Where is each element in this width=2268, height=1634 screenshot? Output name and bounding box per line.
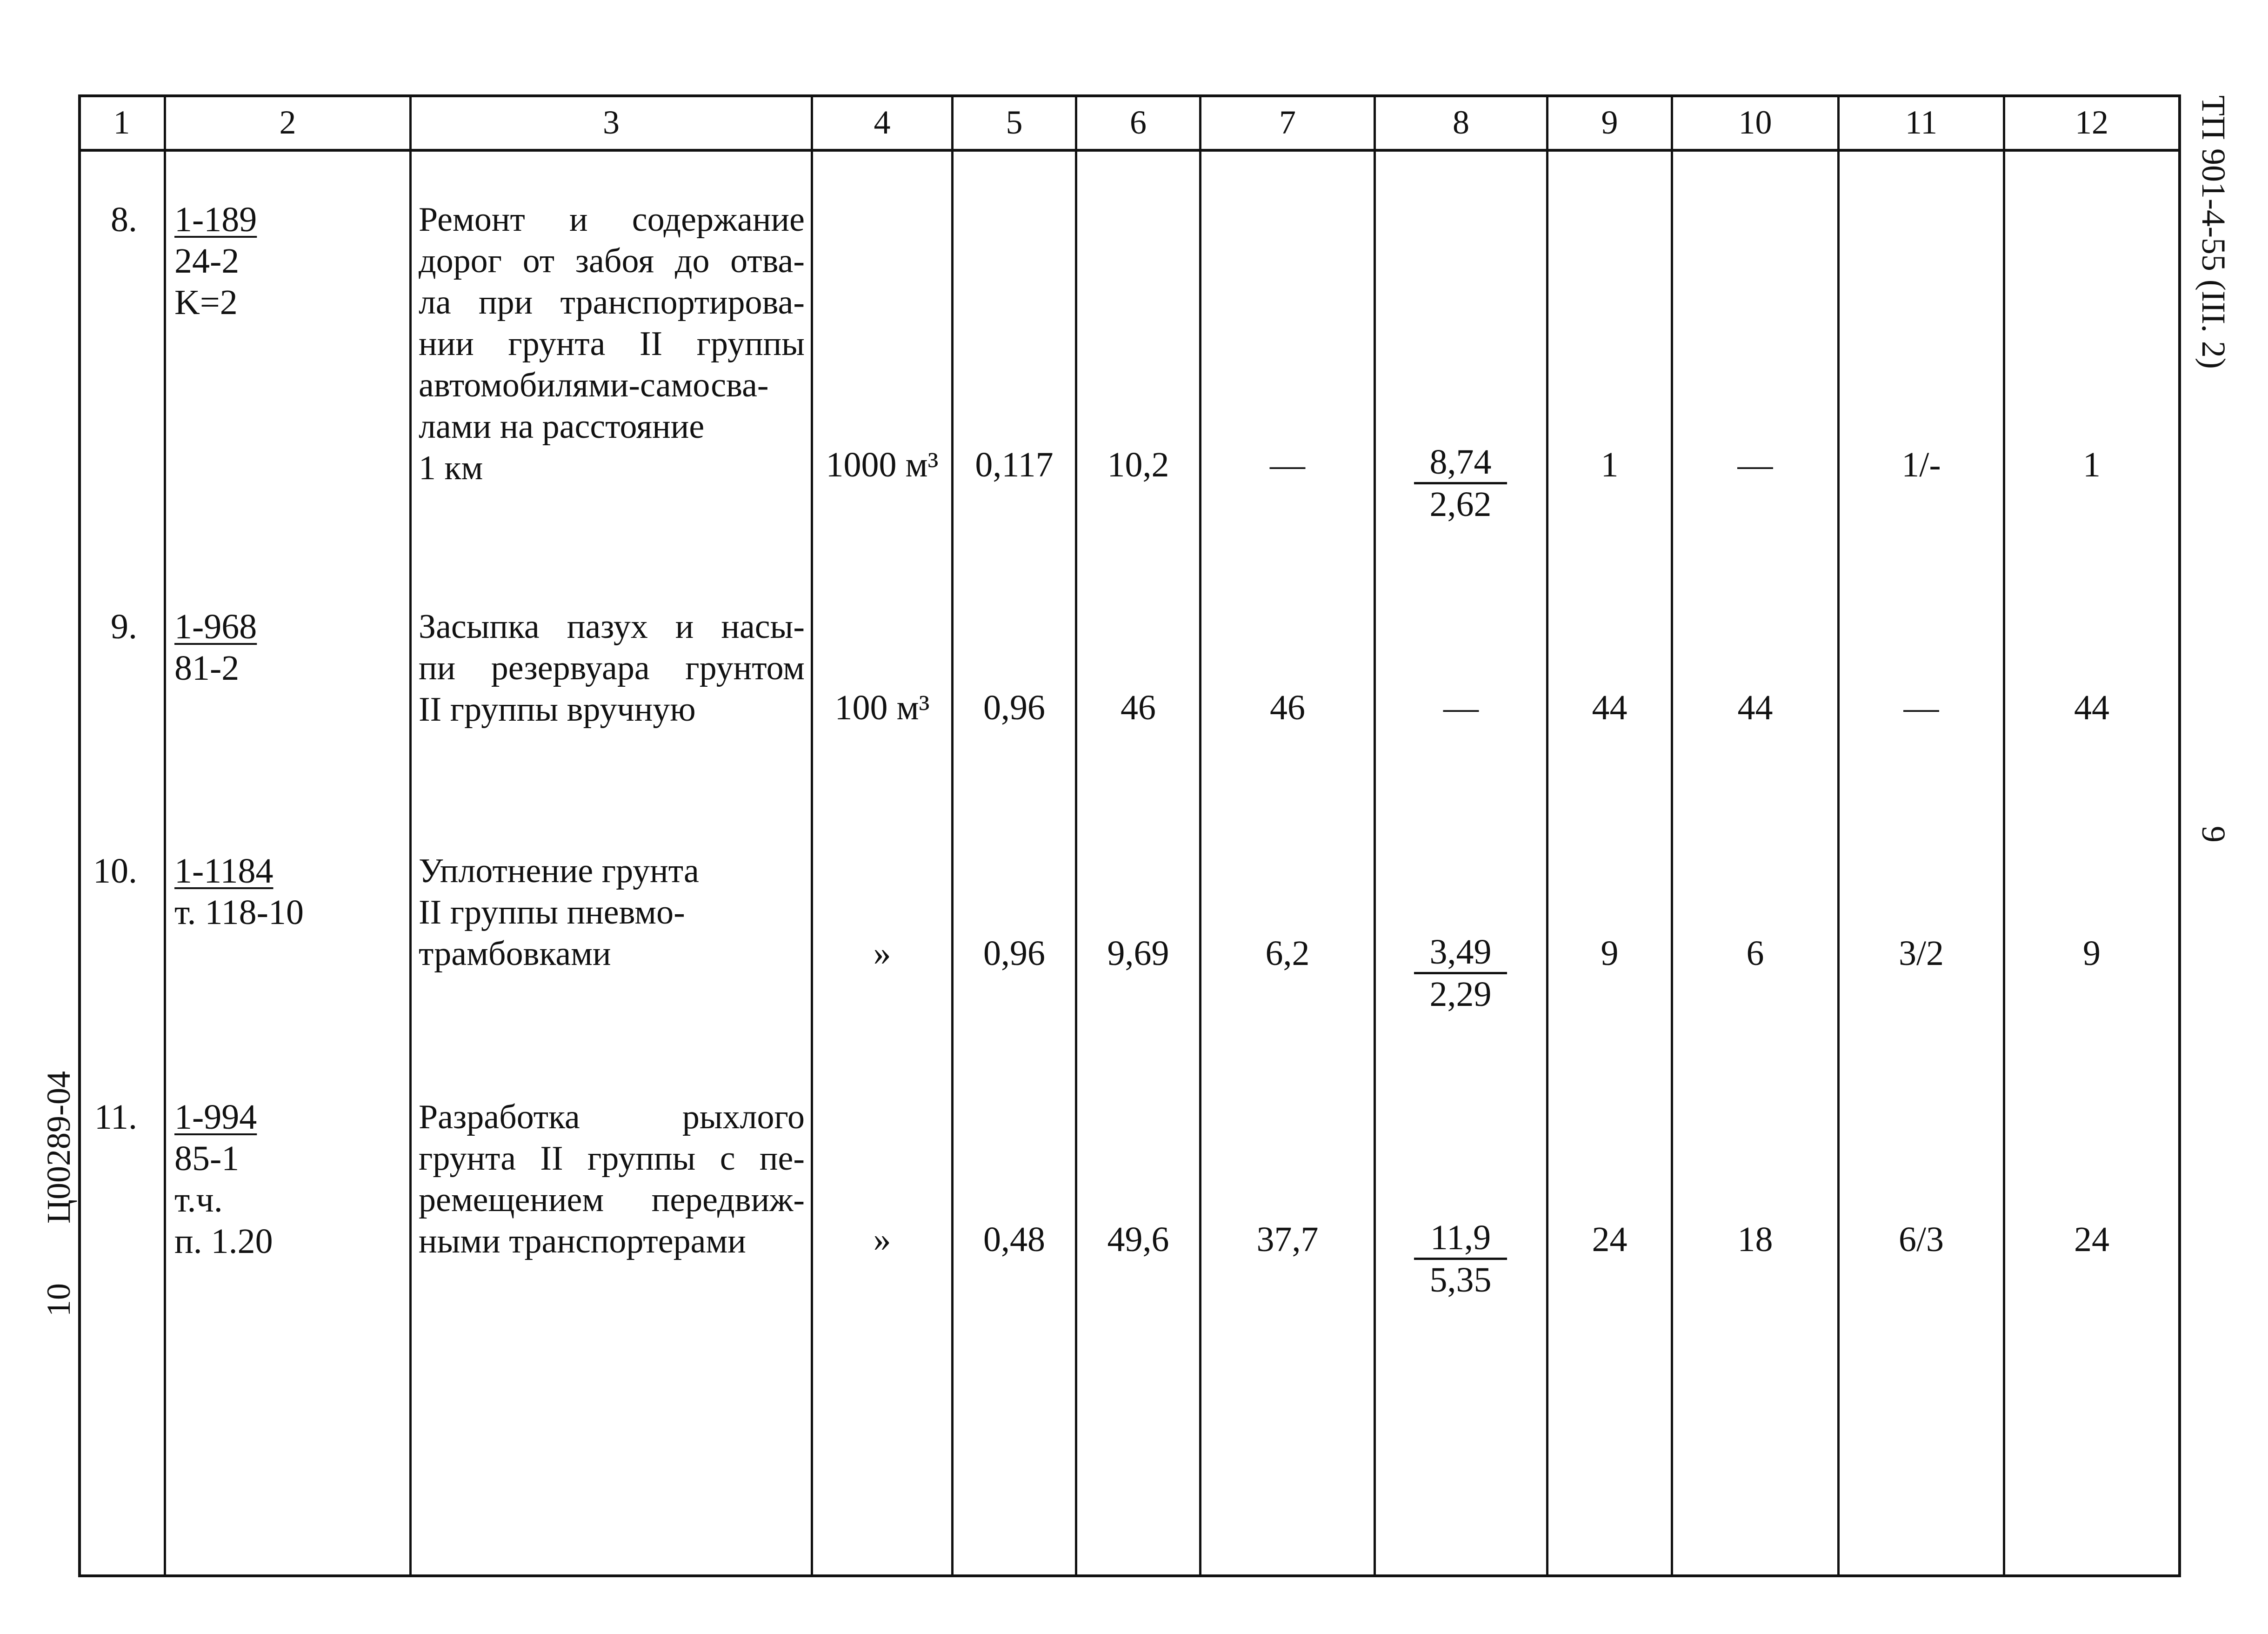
value-cell: 0,48 [983, 1220, 1045, 1259]
description-line: II группы вручную [419, 690, 696, 729]
column-header: 3 [603, 103, 620, 141]
fraction-numerator: 3,49 [1414, 932, 1507, 974]
value-cell: — [1270, 445, 1305, 484]
column-header: 6 [1130, 103, 1147, 141]
value-cell: 6,2 [1265, 934, 1310, 973]
column-divider [1671, 94, 1673, 1577]
value-cell: — [1903, 688, 1939, 727]
norm-code-line: K=2 [174, 283, 238, 322]
column-header: 8 [1453, 103, 1469, 141]
norm-code-line: п. 1.20 [174, 1222, 273, 1261]
value-cell: 9 [2083, 934, 2101, 973]
column-divider [1199, 94, 1201, 1577]
description-line: автомобилями-самосва- [419, 366, 769, 404]
header-divider [78, 149, 2181, 152]
value-cell: 0,117 [975, 445, 1054, 484]
value-cell: 44 [1737, 688, 1773, 727]
fraction-cell [1414, 442, 1507, 524]
norm-code-line: т.ч. [174, 1180, 223, 1219]
norm-code-line: 85-1 [174, 1139, 240, 1178]
value-cell: 0,96 [983, 934, 1045, 973]
column-divider [2003, 94, 2005, 1577]
value-cell: 44 [1592, 688, 1628, 727]
value-cell: 46 [1270, 688, 1305, 727]
norm-code-line: 1-968 [174, 607, 257, 646]
value-cell: 49,6 [1107, 1220, 1169, 1259]
unit-cell: » [873, 1220, 891, 1259]
value-cell: 18 [1737, 1220, 1773, 1259]
column-divider [1075, 94, 1077, 1577]
page-number-left: 10 [40, 1283, 77, 1317]
column-header: 12 [2075, 103, 2108, 141]
value-cell: 0,96 [983, 688, 1045, 727]
page-number-right: 9 [2195, 826, 2232, 843]
description-line: ла при транспортирова- [419, 283, 805, 321]
description-line: 1 км [419, 449, 483, 487]
norm-code [174, 1097, 273, 1262]
description-line: дорог от забоя до отва- [419, 242, 805, 280]
row-number: 11. [94, 1098, 137, 1137]
description-line: лами на расстояние [419, 408, 705, 446]
value-cell: — [1737, 445, 1773, 484]
description-line: Засыпка пазух и насы- [419, 608, 805, 646]
fraction-cell [1414, 932, 1507, 1014]
table-frame [78, 94, 2181, 1577]
value-cell: 44 [2074, 688, 2109, 727]
value-cell: 1 [1601, 445, 1619, 484]
document-designation: ТП 901-4-55 (III. 2) [2195, 95, 2232, 369]
column-header: 2 [279, 103, 296, 141]
column-header: 9 [1601, 103, 1618, 141]
row-number: 10. [93, 851, 137, 891]
description-line: грунта II группы с пе- [419, 1139, 805, 1178]
value-cell: 1/- [1901, 445, 1941, 484]
norm-code [174, 199, 257, 323]
column-header: 4 [874, 103, 891, 141]
norm-code-line: 24-2 [174, 241, 240, 281]
column-header: 5 [1006, 103, 1023, 141]
column-divider [164, 94, 166, 1577]
value-cell: 10,2 [1107, 445, 1169, 484]
unit-cell: 1000 м³ [826, 445, 939, 484]
value-cell: 24 [2074, 1220, 2109, 1259]
value-cell: 9 [1601, 934, 1619, 973]
description-line: Уплотнение грунта [419, 852, 699, 890]
value-cell: 24 [1592, 1220, 1628, 1259]
fraction-denominator: 2,29 [1429, 975, 1492, 1014]
norm-code-line: 1-994 [174, 1098, 257, 1137]
row-number: 9. [111, 607, 137, 646]
column-divider [1546, 94, 1548, 1577]
column-header: 7 [1279, 103, 1296, 141]
description-line: II группы пневмо- [419, 893, 685, 931]
value-cell: 9,69 [1107, 934, 1169, 973]
description-line: трамбовками [419, 935, 611, 973]
work-description [419, 850, 805, 975]
column-divider [811, 94, 813, 1577]
work-description [419, 1097, 805, 1262]
fraction-numerator: 8,74 [1414, 442, 1507, 484]
description-line: нии грунта II группы [419, 325, 805, 363]
work-description [419, 199, 805, 489]
column-divider [1374, 94, 1376, 1577]
fraction-denominator: 2,62 [1429, 485, 1492, 524]
archive-code: Ц00289-04 [40, 1071, 77, 1224]
value-cell: 46 [1121, 688, 1156, 727]
norm-code-line: 1-1184 [174, 851, 273, 891]
description-line: пи резервуара грунтом [419, 649, 805, 687]
fraction-cell [1414, 1218, 1507, 1300]
value-cell: 37,7 [1256, 1220, 1319, 1259]
column-header: 10 [1738, 103, 1772, 141]
row-number: 8. [111, 200, 137, 239]
column-divider [951, 94, 954, 1577]
work-description [419, 606, 805, 730]
norm-code-line: т. 118-10 [174, 893, 304, 932]
value-cell: — [1443, 688, 1479, 727]
norm-code-line: 81-2 [174, 649, 240, 688]
unit-cell: 100 м³ [834, 688, 930, 727]
value-cell: 3/2 [1898, 934, 1944, 973]
column-header: 11 [1905, 103, 1938, 141]
unit-cell: » [873, 934, 891, 973]
fraction-denominator: 5,35 [1429, 1260, 1492, 1299]
description-line: Ремонт и содержание [419, 201, 805, 239]
value-cell: 1 [2083, 445, 2101, 484]
norm-code [174, 606, 257, 689]
column-divider [1837, 94, 1840, 1577]
column-header: 1 [113, 103, 130, 141]
description-line: ными транспортерами [419, 1222, 746, 1260]
value-cell: 6 [1746, 934, 1764, 973]
value-cell: 6/3 [1898, 1220, 1944, 1259]
description-line: Разработка рыхлого [419, 1098, 805, 1136]
norm-code-line: 1-189 [174, 200, 257, 239]
norm-code [174, 850, 304, 933]
fraction-numerator: 11,9 [1414, 1218, 1507, 1260]
column-divider [409, 94, 412, 1577]
description-line: ремещением передвиж- [419, 1181, 805, 1219]
